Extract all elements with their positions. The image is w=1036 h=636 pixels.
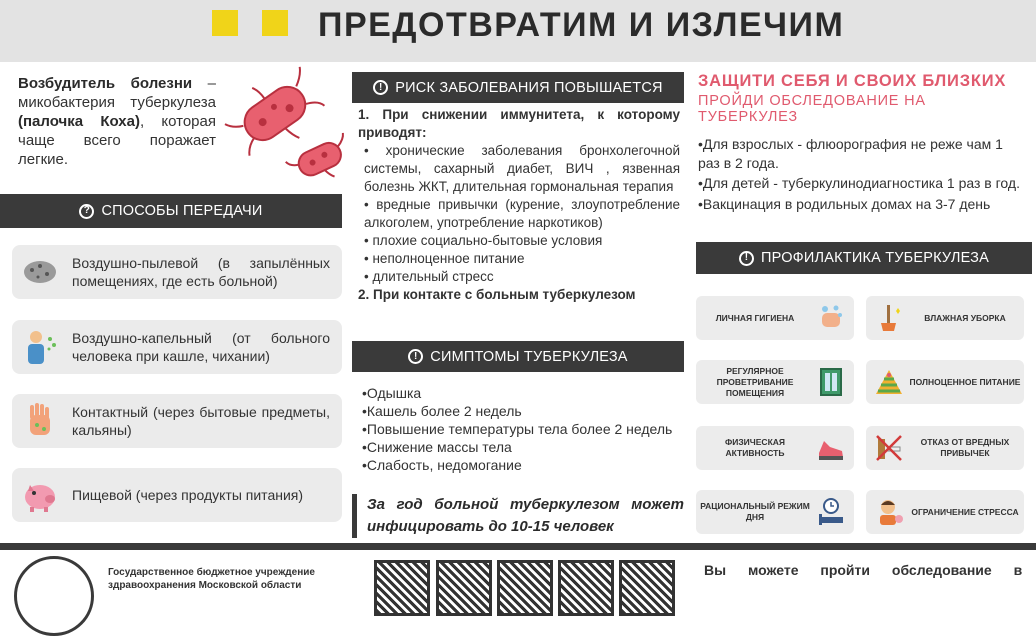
footer (0, 550, 1036, 591)
prevention-label: РЕГУЛЯРНОЕ ПРОВЕТРИВАНИЕ ПОМЕЩЕНИЯ (716, 365, 794, 398)
food-pyramid-icon (872, 365, 906, 399)
transmission-title: СПОСОБЫ ПЕРЕДАЧИ (101, 203, 263, 219)
symptoms-list (362, 384, 682, 474)
prevention-title: ПРОФИЛАКТИКА ТУБЕРКУЛЕЗА (761, 250, 989, 266)
prevention-label: ФИЗИЧЕСКАЯ АКТИВНОСТЬ (724, 437, 785, 458)
prevention-item (696, 360, 854, 404)
risk-header (352, 72, 684, 103)
footer-divider (0, 543, 1036, 550)
cleaning-icon (872, 301, 906, 335)
risk-title: РИСК ЗАБОЛЕВАНИЯ ПОВЫШАЕТСЯ (395, 79, 663, 96)
risk-subitem: • плохие социально-бытовые условия (364, 233, 603, 248)
risk-point-contact: При контакте с больным туберкулезом (373, 287, 636, 302)
prevention-item (696, 296, 854, 340)
infection-quote: За год больной туберкулезом может инфицировать до 10-15 человек (352, 494, 684, 538)
transmission-item (12, 320, 342, 374)
protect-heading: ЗАЩИТИ СЕБЯ И СВОИХ БЛИЗКИХ (698, 72, 1007, 90)
prevention-header (696, 242, 1032, 274)
transmission-label: Воздушно-пылевой (в запылённых помещениях, где есть больной) (72, 255, 330, 289)
transmission-header (0, 194, 342, 228)
symptoms-title: СИМПТОМЫ ТУБЕРКУЛЕЗА (430, 348, 628, 365)
prevention-label: ВЛАЖНАЯ УБОРКА (924, 312, 1006, 323)
qr-code[interactable] (436, 560, 492, 616)
transmission-item (12, 394, 342, 448)
risk-list (358, 106, 680, 304)
hand-washing-icon (814, 301, 848, 335)
intro-text-part: –микобактерия туберкулеза (18, 75, 216, 111)
symptom-item: •Одышка (362, 385, 422, 401)
header-banner (0, 0, 1036, 62)
transmission-label: Пищевой (через продукты питания) (72, 487, 304, 503)
risk-point-immunity: При снижении иммунитета, к которому приводят: (358, 107, 680, 140)
page-title: ПРЕДОТВРАТИМ И ИЗЛЕЧИМ (318, 6, 845, 44)
protect-item: •Вакцинация в родильных домах на 3-7 день (698, 195, 991, 212)
bacteria-icon (222, 68, 352, 188)
organization-name: Государственное бюджетное учреждение здравоохранения Московской области (108, 567, 315, 591)
protect-section (698, 72, 1024, 215)
protect-item: •Для взрослых - флюорография не реже чам 1 раз в 2 года. (698, 136, 1003, 171)
prevention-item (696, 490, 854, 534)
transmission-item (12, 468, 342, 522)
intro-bold-lead: Возбудитель болезни (18, 75, 193, 92)
coughing-person-icon (20, 327, 60, 367)
intro-text-end: , которая чаще всего поражает легкие. (18, 113, 216, 168)
dust-cloud-icon (20, 252, 60, 292)
intro-bold-koch: (палочка Коха) (18, 113, 140, 130)
prevention-label: ОТКАЗ ОТ ВРЕДНЫХ ПРИВЫЧЕК (920, 437, 1010, 458)
transmission-label: Воздушно-капельный (от больного человека при кашле, чихании) (72, 330, 330, 364)
risk-subitem: • неполноценное питание (364, 251, 525, 266)
prevention-label: РАЦИОНАЛЬНЫЙ РЕЖИМ ДНЯ (700, 501, 810, 522)
germ-hand-icon (20, 401, 60, 441)
footer-cta: Вы можете пройти обследование в (704, 562, 1023, 578)
transmission-label: Контактный (через бытовые предметы, кальяны) (72, 404, 330, 438)
pig-icon (20, 475, 60, 515)
qr-code[interactable] (374, 560, 430, 616)
clinic-logo (14, 556, 94, 636)
yellow-square-decoration (262, 10, 288, 36)
prevention-label: ПОЛНОЦЕННОЕ ПИТАНИЕ (909, 376, 1021, 387)
exclamation-icon: ! (373, 80, 388, 95)
prevention-item (866, 296, 1024, 340)
symptom-item: •Слабость, недомогание (362, 457, 522, 473)
exclamation-icon: ! (408, 349, 423, 364)
intro-text (18, 74, 216, 169)
clock-bed-icon (814, 495, 848, 529)
sneaker-icon (814, 431, 848, 465)
risk-point-number: 2. (358, 287, 370, 302)
protect-item: •Для детей - туберкулинодиагностика 1 раз в год. (698, 175, 1020, 191)
symptom-item: •Повышение температуры тела более 2 недель (362, 421, 673, 437)
stressed-person-icon (872, 495, 906, 529)
protect-subheading: ПРОЙДИ ОБСЛЕДОВАНИЕ НА ТУБЕРКУЛЕЗ (698, 93, 926, 125)
qr-code[interactable] (619, 560, 675, 616)
symptom-item: •Снижение массы тела (362, 439, 512, 455)
prevention-label: ЛИЧНАЯ ГИГИЕНА (715, 312, 795, 323)
risk-subitem: • вредные привычки (курение, злоупотребление алкоголем, употребление наркотиков) (364, 197, 680, 230)
prevention-item (866, 426, 1024, 470)
prevention-item (866, 360, 1024, 404)
risk-subitem: • длительный стресс (364, 269, 494, 284)
window-icon (814, 365, 848, 399)
qr-code[interactable] (558, 560, 614, 616)
no-bad-habits-icon (872, 431, 906, 465)
prevention-item (696, 426, 854, 470)
risk-point-number: 1. (358, 107, 370, 122)
symptom-item: •Кашель более 2 недель (362, 403, 522, 419)
prevention-item (866, 490, 1024, 534)
transmission-item (12, 245, 342, 299)
prevention-label: ОГРАНИЧЕНИЕ СТРЕССА (911, 506, 1019, 517)
qr-code[interactable] (497, 560, 553, 616)
symptoms-header (352, 341, 684, 372)
risk-subitem: • хронические заболевания бронхолегочной системы, сахарный диабет, ВИЧ , язвенная болезнь ЖКТ, длительная гормональная терапия (364, 143, 680, 194)
yellow-square-decoration (212, 10, 238, 36)
exclamation-icon: ! (739, 251, 754, 266)
question-icon: ? (79, 204, 94, 219)
